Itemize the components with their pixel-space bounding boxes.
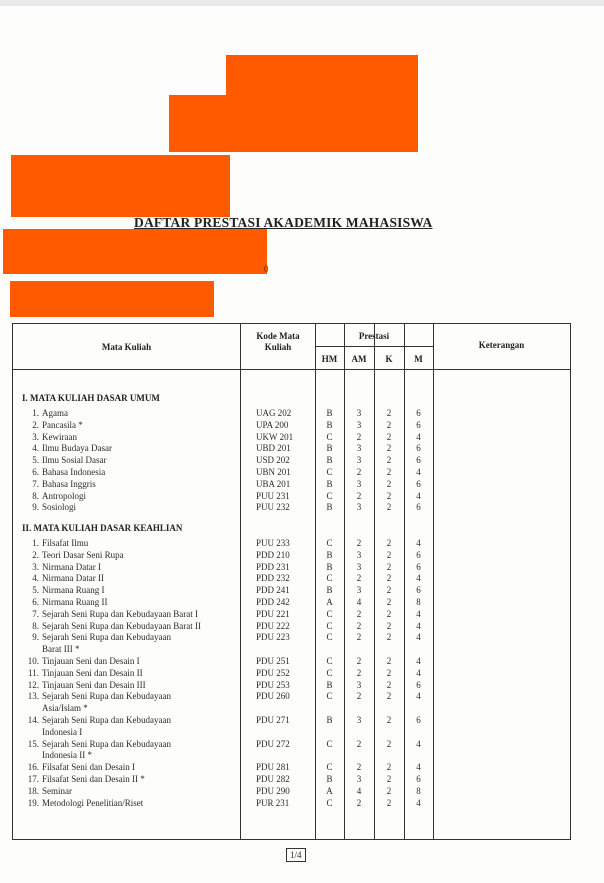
grade-hm: C <box>326 467 333 477</box>
course-number: 14. <box>27 715 39 725</box>
grade-m: 4 <box>416 656 421 666</box>
grade-m: 4 <box>416 797 421 808</box>
course-number: 1. <box>32 538 39 548</box>
grades-table <box>12 323 571 840</box>
course-number: 8. <box>32 490 39 501</box>
course-code: PUR 231 <box>256 797 290 808</box>
grade-hm: A <box>326 597 333 607</box>
header-m: M <box>414 354 423 364</box>
course-name: Bahasa Indonesia <box>42 467 106 477</box>
course-name: Sejarah Seni Rupa dan Kebudayaan Barat II <box>42 620 201 631</box>
course-name: Seminar <box>42 785 72 796</box>
course-number: 19. <box>27 797 39 808</box>
course-number: 5. <box>32 585 39 596</box>
course-number: 12. <box>27 679 39 690</box>
course-name: Tinjauan Seni dan Desain II <box>42 667 143 678</box>
course-code: PDU 252 <box>256 667 290 678</box>
grade-m: 8 <box>416 597 421 607</box>
course-code: PDD 232 <box>256 573 290 584</box>
grade-hm: B <box>326 408 333 418</box>
grade-am: 2 <box>356 667 362 678</box>
course-code: PDU 221 <box>256 608 290 619</box>
grade-am: 2 <box>356 620 362 631</box>
grade-am: 4 <box>356 785 362 796</box>
course-name: Asia/Islam * <box>42 703 88 714</box>
course-name: Ilmu Budaya Dasar <box>42 443 112 454</box>
course-number: 6. <box>32 467 39 477</box>
header-keterangan: Keterangan <box>478 340 525 350</box>
course-number: 9. <box>32 502 39 513</box>
grade-hm: B <box>326 585 333 596</box>
header-kode-mata-kuliah: Kode Mata Kuliah <box>256 331 300 352</box>
course-number: 4. <box>32 573 39 584</box>
course-name: Indonesia II * <box>42 750 92 761</box>
grade-hm: C <box>326 573 333 584</box>
grade-m: 6 <box>416 408 421 418</box>
grade-m: 6 <box>416 549 421 560</box>
course-name: Tinjauan Seni dan Desain III <box>42 679 146 690</box>
grade-hm: C <box>326 667 333 678</box>
header-bottom-line <box>13 369 570 370</box>
grade-am: 2 <box>356 762 362 773</box>
course-code: PDU 290 <box>256 785 290 796</box>
course-number: 7. <box>32 478 39 489</box>
grade-k: 2 <box>386 785 392 796</box>
grade-k: 2 <box>386 467 392 477</box>
grade-k: 2 <box>386 561 392 572</box>
grade-hm: C <box>326 431 333 442</box>
grade-k: 2 <box>386 538 392 548</box>
prestasi-subheader-line <box>315 346 433 347</box>
grade-am: 2 <box>356 608 362 619</box>
grade-k: 2 <box>386 715 392 725</box>
course-name: Barat III * <box>42 644 80 655</box>
course-name: Nirmana Datar I <box>42 561 101 572</box>
grade-hm: B <box>326 455 333 466</box>
course-code: PUU 231 <box>256 490 290 501</box>
grade-hm: C <box>326 656 333 666</box>
grade-hm: B <box>326 774 333 784</box>
page-number: 1/4 <box>286 848 306 862</box>
grade-am: 2 <box>356 797 362 808</box>
grade-am: 3 <box>356 561 362 572</box>
redaction-block <box>226 55 418 97</box>
grade-am: 2 <box>356 538 362 548</box>
course-name: Sejarah Seni Rupa dan Kebudayaan <box>42 738 171 749</box>
course-code: PDU 271 <box>256 715 290 725</box>
grade-m: 8 <box>416 785 421 796</box>
grade-m: 4 <box>416 573 421 584</box>
course-code: PDU 251 <box>256 656 290 666</box>
grade-hm: C <box>326 608 333 619</box>
redaction-block <box>10 281 214 317</box>
grade-m: 6 <box>416 585 421 596</box>
course-number: 17. <box>27 774 39 784</box>
grade-hm: A <box>326 785 333 796</box>
grade-am: 3 <box>356 455 362 466</box>
grade-am: 2 <box>356 467 362 477</box>
course-name: Nirmana Datar II <box>42 573 104 584</box>
grade-k: 2 <box>386 443 392 454</box>
grade-k: 2 <box>386 632 392 643</box>
course-name: Tinjauan Seni dan Desain I <box>42 656 140 666</box>
page-top-edge <box>0 0 604 6</box>
grade-hm: C <box>326 632 333 643</box>
course-code: USD 202 <box>256 455 290 466</box>
redaction-block <box>3 229 267 274</box>
grade-hm: C <box>326 620 333 631</box>
grade-am: 3 <box>356 419 362 430</box>
course-name: Sejarah Seni Rupa dan Kebudayaan <box>42 715 171 725</box>
grade-hm: C <box>326 762 333 773</box>
grade-m: 6 <box>416 419 421 430</box>
header-mata-kuliah: Mata Kuliah <box>101 342 152 352</box>
course-name: Indonesia I <box>42 726 83 737</box>
course-code: UKW 201 <box>256 431 294 442</box>
grade-k: 2 <box>386 490 392 501</box>
course-code: PDU 272 <box>256 738 290 749</box>
grade-am: 3 <box>356 585 362 596</box>
grade-m: 6 <box>416 679 421 690</box>
grade-m: 4 <box>416 490 421 501</box>
course-number: 18. <box>27 785 39 796</box>
header-prestasi: Prestasi <box>358 331 390 341</box>
course-number: 5. <box>32 455 39 466</box>
grade-hm: C <box>326 738 333 749</box>
course-code: UAG 202 <box>256 408 292 418</box>
grade-am: 2 <box>356 490 362 501</box>
grade-k: 2 <box>386 408 392 418</box>
redaction-block <box>11 155 230 217</box>
course-number: 4. <box>32 443 39 454</box>
course-number: 9. <box>32 632 39 643</box>
redaction-block <box>169 95 418 152</box>
header-k: K <box>385 354 393 364</box>
grade-m: 4 <box>416 632 421 643</box>
grade-am: 2 <box>356 632 362 643</box>
grade-k: 2 <box>386 762 392 773</box>
grade-k: 2 <box>386 608 392 619</box>
grade-m: 4 <box>416 467 421 477</box>
course-code: UBA 201 <box>256 478 291 489</box>
course-code: UBN 201 <box>256 467 291 477</box>
course-name: Filsafat Seni dan Desain II * <box>42 774 145 784</box>
grade-m: 6 <box>416 774 421 784</box>
grade-am: 3 <box>356 774 362 784</box>
course-name: Sejarah Seni Rupa dan Kebudayaan Barat I <box>42 608 198 619</box>
course-name: Filsafat Ilmu <box>42 538 89 548</box>
grade-k: 2 <box>386 738 392 749</box>
course-code: PUU 233 <box>256 538 290 548</box>
grade-am: 3 <box>356 443 362 454</box>
course-number: 2. <box>32 549 39 560</box>
grade-m: 6 <box>416 561 421 572</box>
grade-m: 4 <box>416 620 421 631</box>
grade-hm: B <box>326 443 333 454</box>
course-number: 10. <box>27 656 39 666</box>
grade-am: 2 <box>356 656 362 666</box>
grade-m: 6 <box>416 478 421 489</box>
grade-am: 2 <box>356 573 362 584</box>
grade-hm: B <box>326 679 333 690</box>
grade-hm: C <box>326 490 333 501</box>
course-code: PDD 242 <box>256 597 290 607</box>
grade-hm: B <box>326 478 333 489</box>
grade-k: 2 <box>386 431 392 442</box>
grade-k: 2 <box>386 455 392 466</box>
grade-am: 3 <box>356 408 362 418</box>
grade-k: 2 <box>386 667 392 678</box>
grade-k: 2 <box>386 656 392 666</box>
course-code: PDD 210 <box>256 549 290 560</box>
grade-k: 2 <box>386 478 392 489</box>
grade-am: 2 <box>356 738 362 749</box>
grade-k: 2 <box>386 597 392 607</box>
grade-hm: B <box>326 715 333 725</box>
grade-am: 3 <box>356 715 362 725</box>
grade-hm: B <box>326 549 333 560</box>
course-name: Nirmana Ruang I <box>42 585 105 596</box>
grade-k: 2 <box>386 549 392 560</box>
column-divider <box>240 324 241 839</box>
grade-k: 2 <box>386 419 392 430</box>
course-number: 3. <box>32 561 39 572</box>
course-name: Bahasa Inggris <box>42 478 96 489</box>
course-code: PDU 253 <box>256 679 290 690</box>
stray-character: 0 <box>264 264 269 274</box>
course-code: PDU 222 <box>256 620 290 631</box>
grade-k: 2 <box>386 679 392 690</box>
grade-am: 3 <box>356 679 362 690</box>
grade-hm: C <box>326 538 333 548</box>
course-code: UBD 201 <box>256 443 291 454</box>
grade-m: 4 <box>416 608 421 619</box>
grade-m: 6 <box>416 502 421 513</box>
course-name: Sejarah Seni Rupa dan Kebudayaan <box>42 691 171 702</box>
grade-am: 3 <box>356 478 362 489</box>
course-number: 1. <box>32 408 39 418</box>
column-divider <box>433 324 434 839</box>
course-name: Agama <box>42 408 68 418</box>
grade-m: 4 <box>416 691 421 702</box>
grade-hm: B <box>326 502 333 513</box>
course-number: 3. <box>32 431 39 442</box>
course-name: Sejarah Seni Rupa dan Kebudayaan <box>42 632 171 643</box>
grade-m: 6 <box>416 443 421 454</box>
course-name: Sosiologi <box>42 502 77 513</box>
grade-hm: B <box>326 419 333 430</box>
course-code: PDD 231 <box>256 561 290 572</box>
grade-am: 4 <box>356 597 362 607</box>
grade-k: 2 <box>386 573 392 584</box>
grade-am: 2 <box>356 691 362 702</box>
section-title: II. MATA KULIAH DASAR KEAHLIAN <box>22 523 183 533</box>
course-name: Metodologi Penelitian/Riset <box>42 797 144 808</box>
course-code: PDU 260 <box>256 691 290 702</box>
grade-m: 4 <box>416 762 421 773</box>
grade-k: 2 <box>386 585 392 596</box>
course-number: 15. <box>27 738 39 749</box>
header-hm: HM <box>321 354 338 364</box>
course-code: PDU 223 <box>256 632 290 643</box>
course-code: PDD 241 <box>256 585 290 596</box>
grade-hm: C <box>326 797 333 808</box>
header-am: AM <box>351 354 367 364</box>
course-code: PUU 232 <box>256 502 290 513</box>
course-number: 11. <box>28 667 39 678</box>
course-name: Nirmana Ruang II <box>42 597 108 607</box>
grade-hm: B <box>326 561 333 572</box>
grade-k: 2 <box>386 620 392 631</box>
grade-m: 4 <box>416 738 421 749</box>
course-number: 2. <box>32 419 39 430</box>
course-code: PDU 281 <box>256 762 290 773</box>
course-name: Antropologi <box>42 490 86 501</box>
course-code: PDU 282 <box>256 774 290 784</box>
grade-am: 3 <box>356 502 362 513</box>
grade-k: 2 <box>386 691 392 702</box>
course-name: Filsafat Seni dan Desain I <box>42 762 135 773</box>
course-code: UPA 200 <box>256 419 289 430</box>
course-number: 16. <box>27 762 39 773</box>
course-number: 6. <box>32 597 39 607</box>
course-name: Kewiraan <box>42 431 77 442</box>
grade-hm: C <box>326 691 333 702</box>
course-name: Teori Dasar Seni Rupa <box>42 549 124 560</box>
document-title: DAFTAR PRESTASI AKADEMIK MAHASISWA <box>134 215 433 230</box>
course-name: Pancasila * <box>42 419 83 430</box>
grade-m: 6 <box>416 715 421 725</box>
grade-k: 2 <box>386 502 392 513</box>
grade-k: 2 <box>386 774 392 784</box>
grade-k: 2 <box>386 797 392 808</box>
course-number: 7. <box>32 608 39 619</box>
course-number: 13. <box>27 691 39 702</box>
grade-am: 3 <box>356 549 362 560</box>
grade-m: 4 <box>416 431 421 442</box>
grade-m: 6 <box>416 455 421 466</box>
section-title: I. MATA KULIAH DASAR UMUM <box>22 393 160 403</box>
grade-am: 2 <box>356 431 362 442</box>
grade-m: 4 <box>416 538 421 548</box>
grade-m: 4 <box>416 667 421 678</box>
course-number: 8. <box>32 620 39 631</box>
course-name: Ilmu Sosial Dasar <box>42 455 107 466</box>
